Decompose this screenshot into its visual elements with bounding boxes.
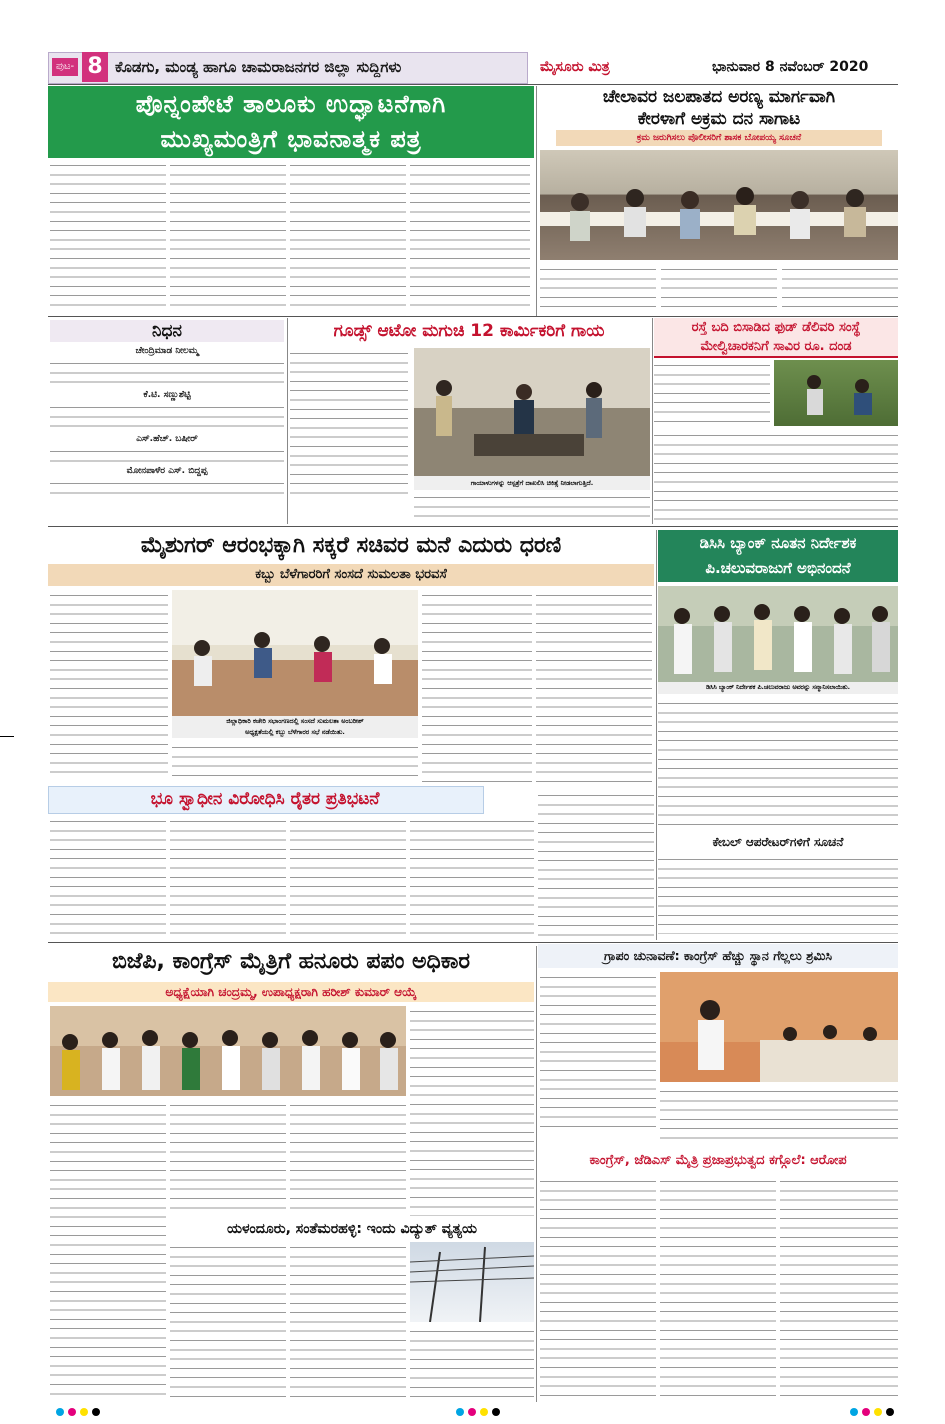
mysugar-body-col4 <box>536 590 652 782</box>
congress-jds-headline: ಕಾಂಗ್ರೆಸ್, ಜೆಡಿಎಸ್ ಮೈತ್ರಿ ಪ್ರಜಾಪ್ರಭುತ್ವದ ಕಗ್ಗೊಲೆ: ಆರೋಪ <box>589 1153 847 1168</box>
registration-dot-cyan-right <box>850 1408 858 1416</box>
registration-dot-cyan <box>56 1408 64 1416</box>
dcc-bank-caption: ಡಿಸಿಸಿ ಬ್ಯಾಂಕ್ ನಿರ್ದೇಶಕ ಪಿ.ಚಲುವರಾಜು ಅವರನ್ನು ಸನ್ಮಾನಿಸಲಾಯಿತು. <box>658 682 898 694</box>
issue-date: ಭಾನುವಾರ 8 ನವೆಂಬರ್ 2020 <box>712 59 869 75</box>
column-rule-bottom <box>536 946 537 1402</box>
food-delivery-body-col1 <box>654 360 770 426</box>
hanur-body-col2b <box>290 1100 406 1216</box>
power-cut-headline: ಯಳಂದೂರು, ಸಂತೆಮರಹಳ್ಳಿ: ಇಂದು ವಿದ್ಯುತ್ ವ್ಯತ್ಯಯ <box>226 1221 478 1237</box>
mysugar-caption-line2: ಅಧ್ಯಕ್ಷತೆಯಲ್ಲಿ ಕಬ್ಬು ಬೆಳೆಗಾರರ ಸಭೆ ನಡೆಯಿತು. <box>172 727 418 738</box>
power-lines-photo <box>410 1242 534 1322</box>
mysugar-continued-col <box>410 816 534 940</box>
gram-panchayat-body-col2 <box>660 1086 898 1146</box>
ponnampet-headline-line2: ಮುಖ್ಯಮಂತ್ರಿಗೆ ಭಾವನಾತ್ಮಕ ಪತ್ರ <box>160 125 422 153</box>
mysugar-body-col2 <box>172 742 418 782</box>
hanur-group-photo <box>50 1006 406 1096</box>
mysugar-body-col1 <box>50 590 168 778</box>
mysugar-meeting-photo <box>172 590 418 716</box>
congress-jds-body-col1 <box>540 1176 656 1400</box>
gram-panchayat-headline: ಗ್ರಾಪಂ ಚುನಾವಣೆ: ಕಾಂಗ್ರೆಸ್ ಹೆಚ್ಚು ಸ್ಥಾನ ಗೆಲ್ಲಲು ಶ್ರಮಿಸಿ <box>603 948 833 963</box>
power-cut-body-col2 <box>290 1242 406 1400</box>
goods-auto-headline: ಗೂಡ್ಸ್ ಆಟೋ ಮಗುಚಿ 12 ಕಾರ್ಮಿಕರಿಗೆ ಗಾಯ <box>333 321 605 341</box>
chelavara-headline-line2: ಕೇರಳಾಗೆ ಅಕ್ರಮ ದನ ಸಾಗಾಟ <box>637 109 801 129</box>
food-delivery-body-col2 <box>654 430 898 522</box>
row1-divider <box>48 316 898 317</box>
congress-jds-body-col3 <box>780 1176 898 1400</box>
dcc-bank-headline-box <box>658 530 898 582</box>
chelavara-meeting-photo <box>540 150 898 260</box>
registration-dot-black <box>92 1408 100 1416</box>
obituary-heading: ನಿಧನ <box>50 320 284 342</box>
obituary-name-1: ಚೇಂದ್ರಿಮಾಡ ನೀಲಮ್ಮ <box>135 346 199 356</box>
land-acquisition-body-col1 <box>50 816 166 940</box>
chelavara-body-col2 <box>661 264 777 314</box>
dcc-bank-headline-line1: ಡಿಸಿಸಿ ಬ್ಯಾಂಕ್ ನೂತನ ನಿರ್ದೇಶಕ <box>699 534 857 552</box>
ponnampet-body-col1 <box>50 160 166 310</box>
masthead-rule <box>48 84 898 85</box>
obituary-text-3 <box>50 446 284 464</box>
dcc-bank-felicitation-photo <box>658 586 898 682</box>
obituary-name-3: ಎಸ್.ಹೆಚ್. ಬಷೀರ್ <box>136 434 198 444</box>
hanur-photo-art <box>50 1006 406 1096</box>
hanur-headline: ಬಿಜೆಪಿ, ಕಾಂಗ್ರೆಸ್ ಮೈತ್ರಿಗೆ ಹನೂರು ಪಪಂ ಅಧಿಕಾರ <box>111 949 471 974</box>
food-delivery-headline-line2: ಮೇಲ್ವಿಚಾರಕನಿಗೆ ಸಾವಿರ ರೂ. ದಂಡ <box>700 339 852 354</box>
mysugar-headline: ಮೈಶುಗರ್ ಆರಂಭಕ್ಕಾಗಿ ಸಕ್ಕರೆ ಸಚಿವರ ಮನೆ ಎದುರು ಧರಣಿ <box>140 533 562 558</box>
cable-headline: ಕೇಬಲ್ ಆಪರೇಟರ್‌ಗಳಿಗೆ ಸೂಚನೆ <box>712 835 844 849</box>
hanur-body-col3 <box>410 1006 534 1216</box>
registration-dot-magenta <box>68 1408 76 1416</box>
gram-panchayat-stage-photo <box>660 972 898 1082</box>
goods-auto-body-col1 <box>290 348 408 498</box>
ponnampet-headline-line1: ಪೊನ್ನಂಪೇಟೆ ತಾಲೂಕು ಉದ್ಘಾಟನೆಗಾಗಿ <box>135 90 447 118</box>
row2-divider <box>48 526 898 527</box>
dcc-bank-headline-line2: ಪಿ.ಚಲುವರಾಜುಗೆ ಅಭಿನಂದನೆ <box>705 559 851 577</box>
chelavara-body-col1 <box>540 264 656 314</box>
power-cut-body-col1 <box>170 1242 286 1400</box>
mysugar-continued-col2 <box>538 790 654 940</box>
obituary-text-1 <box>50 358 284 386</box>
land-acquisition-headline: ಭೂ ಸ್ವಾಧೀನ ವಿರೋಧಿಸಿ ರೈತರ ಪ್ರತಿಭಟನೆ <box>150 789 380 809</box>
ponnampet-body-col3 <box>290 160 406 310</box>
mysugar-photo-art <box>172 590 418 716</box>
obituary-text-4 <box>50 478 284 496</box>
goods-auto-photo-art <box>414 348 650 476</box>
ponnampet-body-col2 <box>170 160 286 310</box>
newspaper-brand: ಮೈಸೂರು ಮಿತ್ರ <box>540 59 610 75</box>
mysugar-caption-line1: ಜಿಲ್ಲಾಧಿಕಾರಿ ಕಚೇರಿ ಸಭಾಂಗಣದಲ್ಲಿ ಸಂಸದೆ ಸುಮಲತಾ ಅಂಬರೀಶ್ <box>172 716 418 727</box>
dcc-bank-photo-art <box>658 586 898 682</box>
column-rule-obit <box>287 318 288 524</box>
registration-dot-black-mid <box>492 1408 500 1416</box>
registration-dot-yellow <box>80 1408 88 1416</box>
column-rule-top <box>536 86 537 316</box>
page-number: 8 <box>82 52 108 82</box>
food-delivery-photo-art <box>774 360 898 426</box>
mysugar-body-col3 <box>422 590 532 782</box>
hanur-body-col1 <box>50 1100 166 1400</box>
goods-auto-body-col2 <box>414 492 650 522</box>
ponnampet-body-col4 <box>410 160 530 310</box>
power-cut-body-col3 <box>410 1326 534 1400</box>
food-delivery-roadside-photo <box>774 360 898 426</box>
chelavara-photo-art <box>540 150 898 260</box>
registration-dot-cyan-mid <box>456 1408 464 1416</box>
column-rule-delivery <box>652 318 653 524</box>
registration-dot-magenta-mid <box>468 1408 476 1416</box>
chelavara-subhead: ಕ್ರಮ ಜರುಗಿಸಲು ಪೊಲೀಸರಿಗೆ ಶಾಸಕ ಬೋಪಯ್ಯ ಸೂಚನೆ <box>556 130 882 146</box>
cable-body <box>658 854 898 934</box>
obituary-text-2 <box>50 402 284 430</box>
chelavara-headline-line1: ಚೇಲಾವರ ಜಲಪಾತದ ಅರಣ್ಯ ಮಾರ್ಗವಾಗಿ <box>602 87 836 107</box>
hanur-subhead: ಅಧ್ಯಕ್ಷೆಯಾಗಿ ಚಂದ್ರಮ್ಮ, ಉಪಾಧ್ಯಕ್ಷರಾಗಿ ಹರೀಶ್ ಕುಮಾರ್ ಆಯ್ಕೆ <box>165 985 417 999</box>
land-acquisition-body-col3 <box>290 816 406 940</box>
registration-dot-yellow-right <box>874 1408 882 1416</box>
gram-panchayat-photo-art <box>660 972 898 1082</box>
column-rule-dcc <box>656 530 657 940</box>
ponnampet-headline-box <box>48 86 534 158</box>
registration-dot-yellow-mid <box>480 1408 488 1416</box>
goods-auto-hospital-photo <box>414 348 650 476</box>
registration-dot-black-right <box>886 1408 894 1416</box>
registration-dot-magenta-right <box>862 1408 870 1416</box>
section-title: ಕೊಡಗು, ಮಂಡ್ಯ ಹಾಗೂ ಚಾಮರಾಜನಗರ ಜಿಲ್ಲಾ ಸುದ್ದಿಗಳು <box>115 58 402 76</box>
page-label: ಪುಟ- <box>52 58 78 76</box>
mysugar-subhead: ಕಬ್ಬು ಬೆಳೆಗಾರರಿಗೆ ಸಂಸದೆ ಸುಮಲತಾ ಭರವಸೆ <box>255 567 447 582</box>
power-lines-photo-art <box>410 1242 534 1322</box>
congress-jds-body-col2 <box>660 1176 776 1400</box>
obituary-name-4: ಮೋನಪಾಳೆರ ಎಸ್. ಬಿದ್ದಪ್ಪ <box>126 466 208 476</box>
dcc-bank-body <box>658 698 898 826</box>
hanur-body-col2 <box>170 1100 286 1216</box>
crop-mark <box>0 736 14 737</box>
food-delivery-headline-line1: ರಸ್ತೆ ಬದಿ ಬಿಸಾಡಿದ ಫುಡ್ ಡೆಲಿವರಿ ಸಂಸ್ಥೆ <box>691 320 861 335</box>
land-acquisition-body-col2 <box>170 816 286 940</box>
goods-auto-caption: ಗಾಯಾಳುಗಳನ್ನು ಆಸ್ಪತ್ರೆಗೆ ದಾಖಲಿಸಿ ಚಿಕಿತ್ಸೆ ನೀಡಲಾಗುತ್ತಿದೆ. <box>414 476 650 490</box>
gram-panchayat-body-col1 <box>540 972 656 1132</box>
obituary-name-2: ಕೆ.ಟಿ. ಸಣ್ಣುಶೆಟ್ಟಿ <box>143 390 191 400</box>
food-delivery-headline-box <box>654 318 898 358</box>
chelavara-body-col3 <box>782 264 898 314</box>
row3-divider <box>48 942 898 943</box>
